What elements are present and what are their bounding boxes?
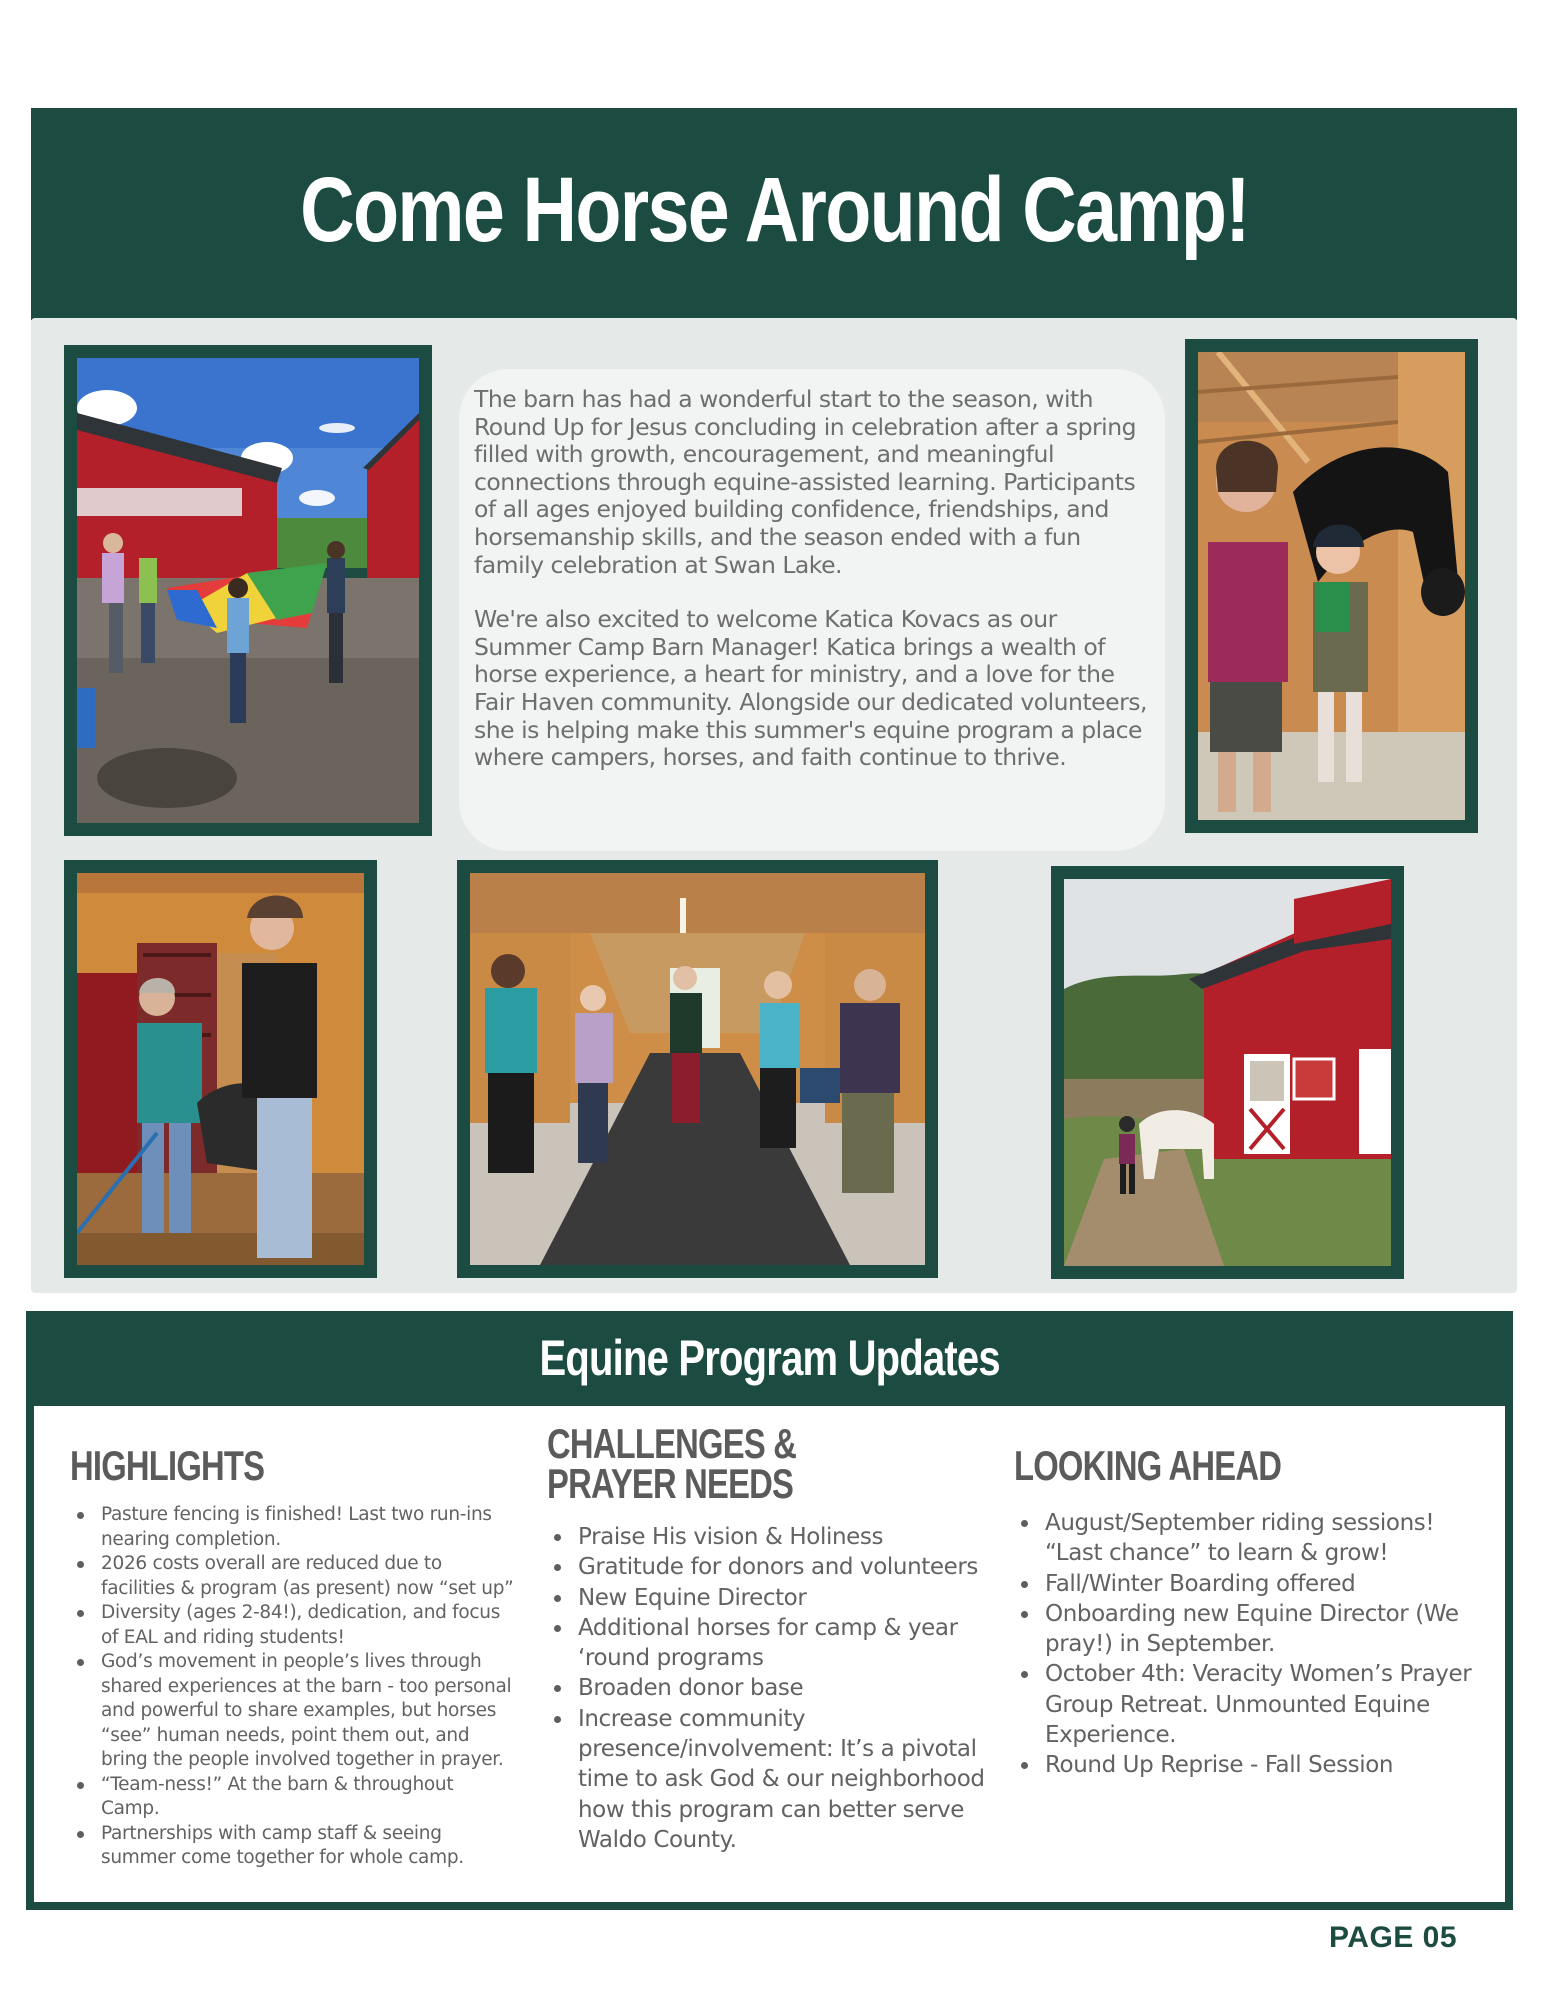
photo-tack-room <box>77 873 364 1265</box>
page-number: PAGE 05 <box>1329 1921 1457 1954</box>
looking-ahead-list <box>1014 1508 1489 1781</box>
challenges-column <box>547 1420 1002 1855</box>
list-item: Additional horses for camp & year ‘round programs <box>578 1613 1002 1674</box>
list-item: Fall/Winter Boarding offered <box>1045 1569 1489 1599</box>
intro-paragraph-2: We're also excited to welcome Katica Kovacs as our Summer Camp Barn Manager! Katica brings a wealth of horse experience, a heart for ministry, and a love for the Fair Haven community. Alongside our dedicated volunteers, she is helping make this summer's equine program a place where campers, horses, and faith continue to thrive. <box>474 605 1147 772</box>
list-item: Partnerships with camp staff & seeing summer come together for whole camp. <box>101 1822 515 1871</box>
list-item: October 4th: Veracity Women’s Prayer Group Retreat. Unmounted Equine Experience. <box>1045 1659 1489 1750</box>
list-item: Pasture fencing is finished! Last two run-ins nearing completion. <box>101 1503 515 1552</box>
updates-section <box>26 1311 1513 1910</box>
photo-frame-tack-room <box>64 860 377 1278</box>
list-item: Gratitude for donors and volunteers <box>578 1552 1002 1582</box>
intro-text-box <box>459 369 1165 851</box>
photo-girls-with-horse <box>1198 352 1465 820</box>
photo-frame-parachute <box>64 345 432 836</box>
challenges-heading-line2: PRAYER NEEDS <box>547 1460 794 1507</box>
challenges-list <box>547 1522 1002 1855</box>
photo-frame-barn-aisle <box>457 860 938 1278</box>
updates-body <box>34 1406 1505 1902</box>
intro-paragraph-1: The barn has had a wonderful start to the season, with Round Up for Jesus concluding in celebration after a spring filled with growth, encouragement, and meaningful connections through equine-assisted learning. Participants of all ages enjoyed building confidence, friendships, and horsemanship skills, and the season ended with a fun family celebration at Swan Lake. <box>474 385 1137 579</box>
list-item: New Equine Director <box>578 1583 1002 1613</box>
list-item: 2026 costs overall are reduced due to facilities & program (as present) now “set up” <box>101 1552 515 1601</box>
photo-barn-aisle-group <box>470 873 925 1265</box>
list-item: Round Up Reprise - Fall Session <box>1045 1750 1489 1780</box>
highlights-list <box>70 1503 515 1871</box>
list-item: August/September riding sessions! “Last chance” to learn & grow! <box>1045 1508 1489 1569</box>
photo-parachute-game <box>77 358 419 823</box>
updates-header <box>26 1311 1513 1405</box>
highlights-column <box>70 1442 515 1871</box>
list-item: Onboarding new Equine Director (We pray!) in September. <box>1045 1599 1489 1660</box>
looking-ahead-heading: LOOKING AHEAD <box>1014 1442 1282 1489</box>
list-item: Broaden donor base <box>578 1673 1002 1703</box>
updates-title: Equine Program Updates <box>539 1330 1000 1386</box>
title-banner <box>31 108 1517 320</box>
photo-frame-white-horse <box>1051 866 1404 1279</box>
photo-white-horse-barn <box>1064 879 1391 1266</box>
list-item: Praise His vision & Holiness <box>578 1522 1002 1552</box>
looking-ahead-column <box>1014 1442 1489 1781</box>
list-item: Diversity (ages 2-84!), dedication, and focus of EAL and riding students! <box>101 1601 515 1650</box>
page-title: Come Horse Around Camp! <box>299 158 1249 261</box>
list-item: “Team-ness!” At the barn & throughout Camp. <box>101 1773 515 1822</box>
challenges-heading-line1: CHALLENGES & <box>547 1420 797 1467</box>
list-item: God’s movement in people’s lives through shared experiences at the barn - too personal and powerful to share examples, but horses “see” human needs, point them out, and bring the people involved together in prayer. <box>101 1650 515 1773</box>
list-item: Increase community presence/involvement: It’s a pivotal time to ask God & our neighborhood how this program can better serve Waldo County. <box>578 1704 1002 1855</box>
highlights-heading: HIGHLIGHTS <box>70 1442 265 1489</box>
photo-frame-black-horse <box>1185 339 1478 833</box>
